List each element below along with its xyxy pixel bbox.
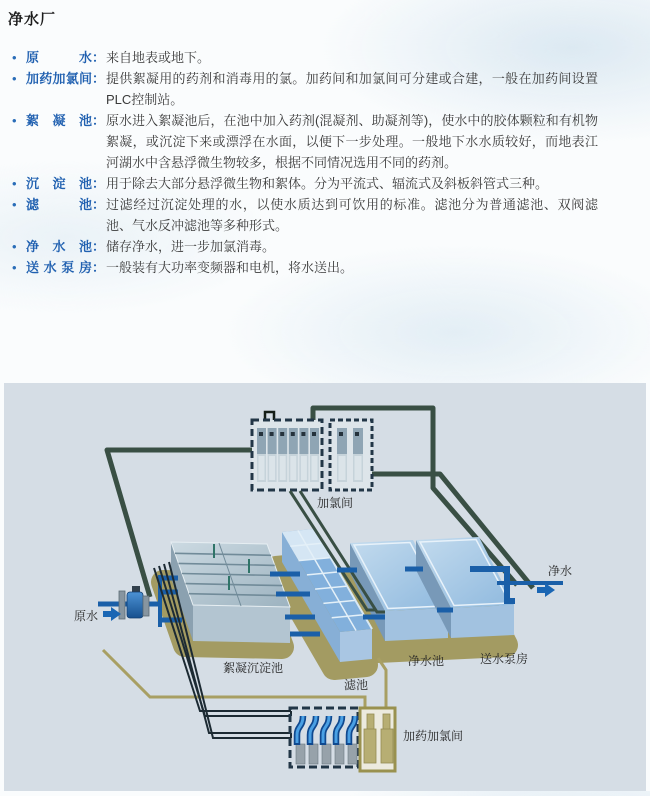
label-filter: 滤池	[344, 678, 369, 692]
list-item: • 加药加氯间： 提供絮凝用的药剂和消毒用的氯。加药间和加氯间可分建或合建，一般在加药间设置PLC控制站。	[10, 68, 630, 110]
bullet-icon: •	[12, 239, 17, 254]
definition-text: 储存净水，进一步加氯消毒。	[106, 239, 276, 254]
definition-text: 提供絮凝用的药剂和消毒用的氯。加药间和加氯间可分建或合建，一般在加药间设置PLC控制站。	[106, 71, 598, 107]
term-raw-water: 原水	[26, 50, 92, 65]
term-filter: 滤池	[26, 197, 92, 212]
term-flocculation: 絮凝池	[26, 113, 92, 128]
bullet-icon: •	[12, 260, 17, 275]
definition-text: 一般装有大功率变频器和电机，将水送出。	[106, 260, 354, 275]
flocculation-tank	[171, 542, 290, 643]
list-item: • 沉淀池： 用于除去大部分悬浮微生物和絮体。分为平流式、辐流式及斜板斜管式三种。	[10, 173, 630, 194]
definition-text: 用于除去大部分悬浮微生物和絮体。分为平流式、辐流式及斜板斜管式三种。	[106, 176, 549, 191]
chlorination-room	[252, 420, 372, 490]
term-sedimentation: 沉淀池	[26, 176, 92, 191]
list-item: • 净水池： 储存净水，进一步加氯消毒。	[10, 236, 630, 257]
definition-text: 过滤经过沉淀处理的水，以使水质达到可饮用的标准。滤池分为普通滤池、双阀滤池、气水反冲滤池等多种形式。	[106, 197, 598, 233]
label-clean-water-tank: 净水池	[408, 654, 445, 668]
label-clean-water: 净水	[548, 564, 573, 578]
label-dosing-room: 加药加氯间	[403, 729, 464, 743]
plant-diagram-svg	[4, 383, 646, 791]
term-dosing-room: 加药加氯间	[26, 71, 92, 86]
term-clean-water-tank: 净水池	[26, 239, 92, 254]
label-chlorination-room: 加氯间	[317, 496, 354, 510]
bullet-icon: •	[12, 176, 17, 191]
bullet-icon: •	[12, 71, 17, 86]
label-pump-house: 送水泵房	[480, 652, 529, 666]
bullet-icon: •	[12, 197, 17, 212]
definition-text: 原水进入絮凝池后，在池中加入药剂(混凝剂、助凝剂等)，使水中的胶体颗粒和有机物絮凝，或沉淀下来或漂浮在水面，以便下一步处理。一般地下水水质较好，而地表江河湖水中含悬浮微生物较多，根据不同情况选用不同的药剂。	[106, 113, 598, 170]
definition-list	[10, 47, 630, 278]
chlorination-room-right-box	[330, 420, 372, 490]
plant-diagram	[4, 383, 646, 791]
list-item: • 滤池： 过滤经过沉淀处理的水，以使水质达到可饮用的标准。滤池分为普通滤池、双阀滤池、气水反冲滤池等多种形式。	[10, 194, 630, 236]
page-title: 净水厂	[8, 11, 57, 28]
definition-text: 来自地表或地下。	[106, 50, 211, 65]
list-item: • 絮凝池： 原水进入絮凝池后，在池中加入药剂(混凝剂、助凝剂等)，使水中的胶体颗粒和有机物絮凝，或沉淀下来或漂浮在水面，以便下一步处理。一般地下水水质较好，而地表江河湖水中含悬浮微生物较多，根据不同情况选用不同的药剂。	[10, 110, 630, 173]
term-pump-house: 送水泵房	[26, 260, 92, 275]
list-item: • 原水： 来自地表或地下。	[10, 47, 630, 68]
bullet-icon: •	[12, 50, 17, 65]
list-item: • 送水泵房： 一般装有大功率变频器和电机，将水送出。	[10, 257, 630, 278]
label-raw-water: 原水	[74, 609, 99, 623]
bullet-icon: •	[12, 113, 17, 128]
label-flocculation: 絮凝沉淀池	[223, 661, 284, 675]
